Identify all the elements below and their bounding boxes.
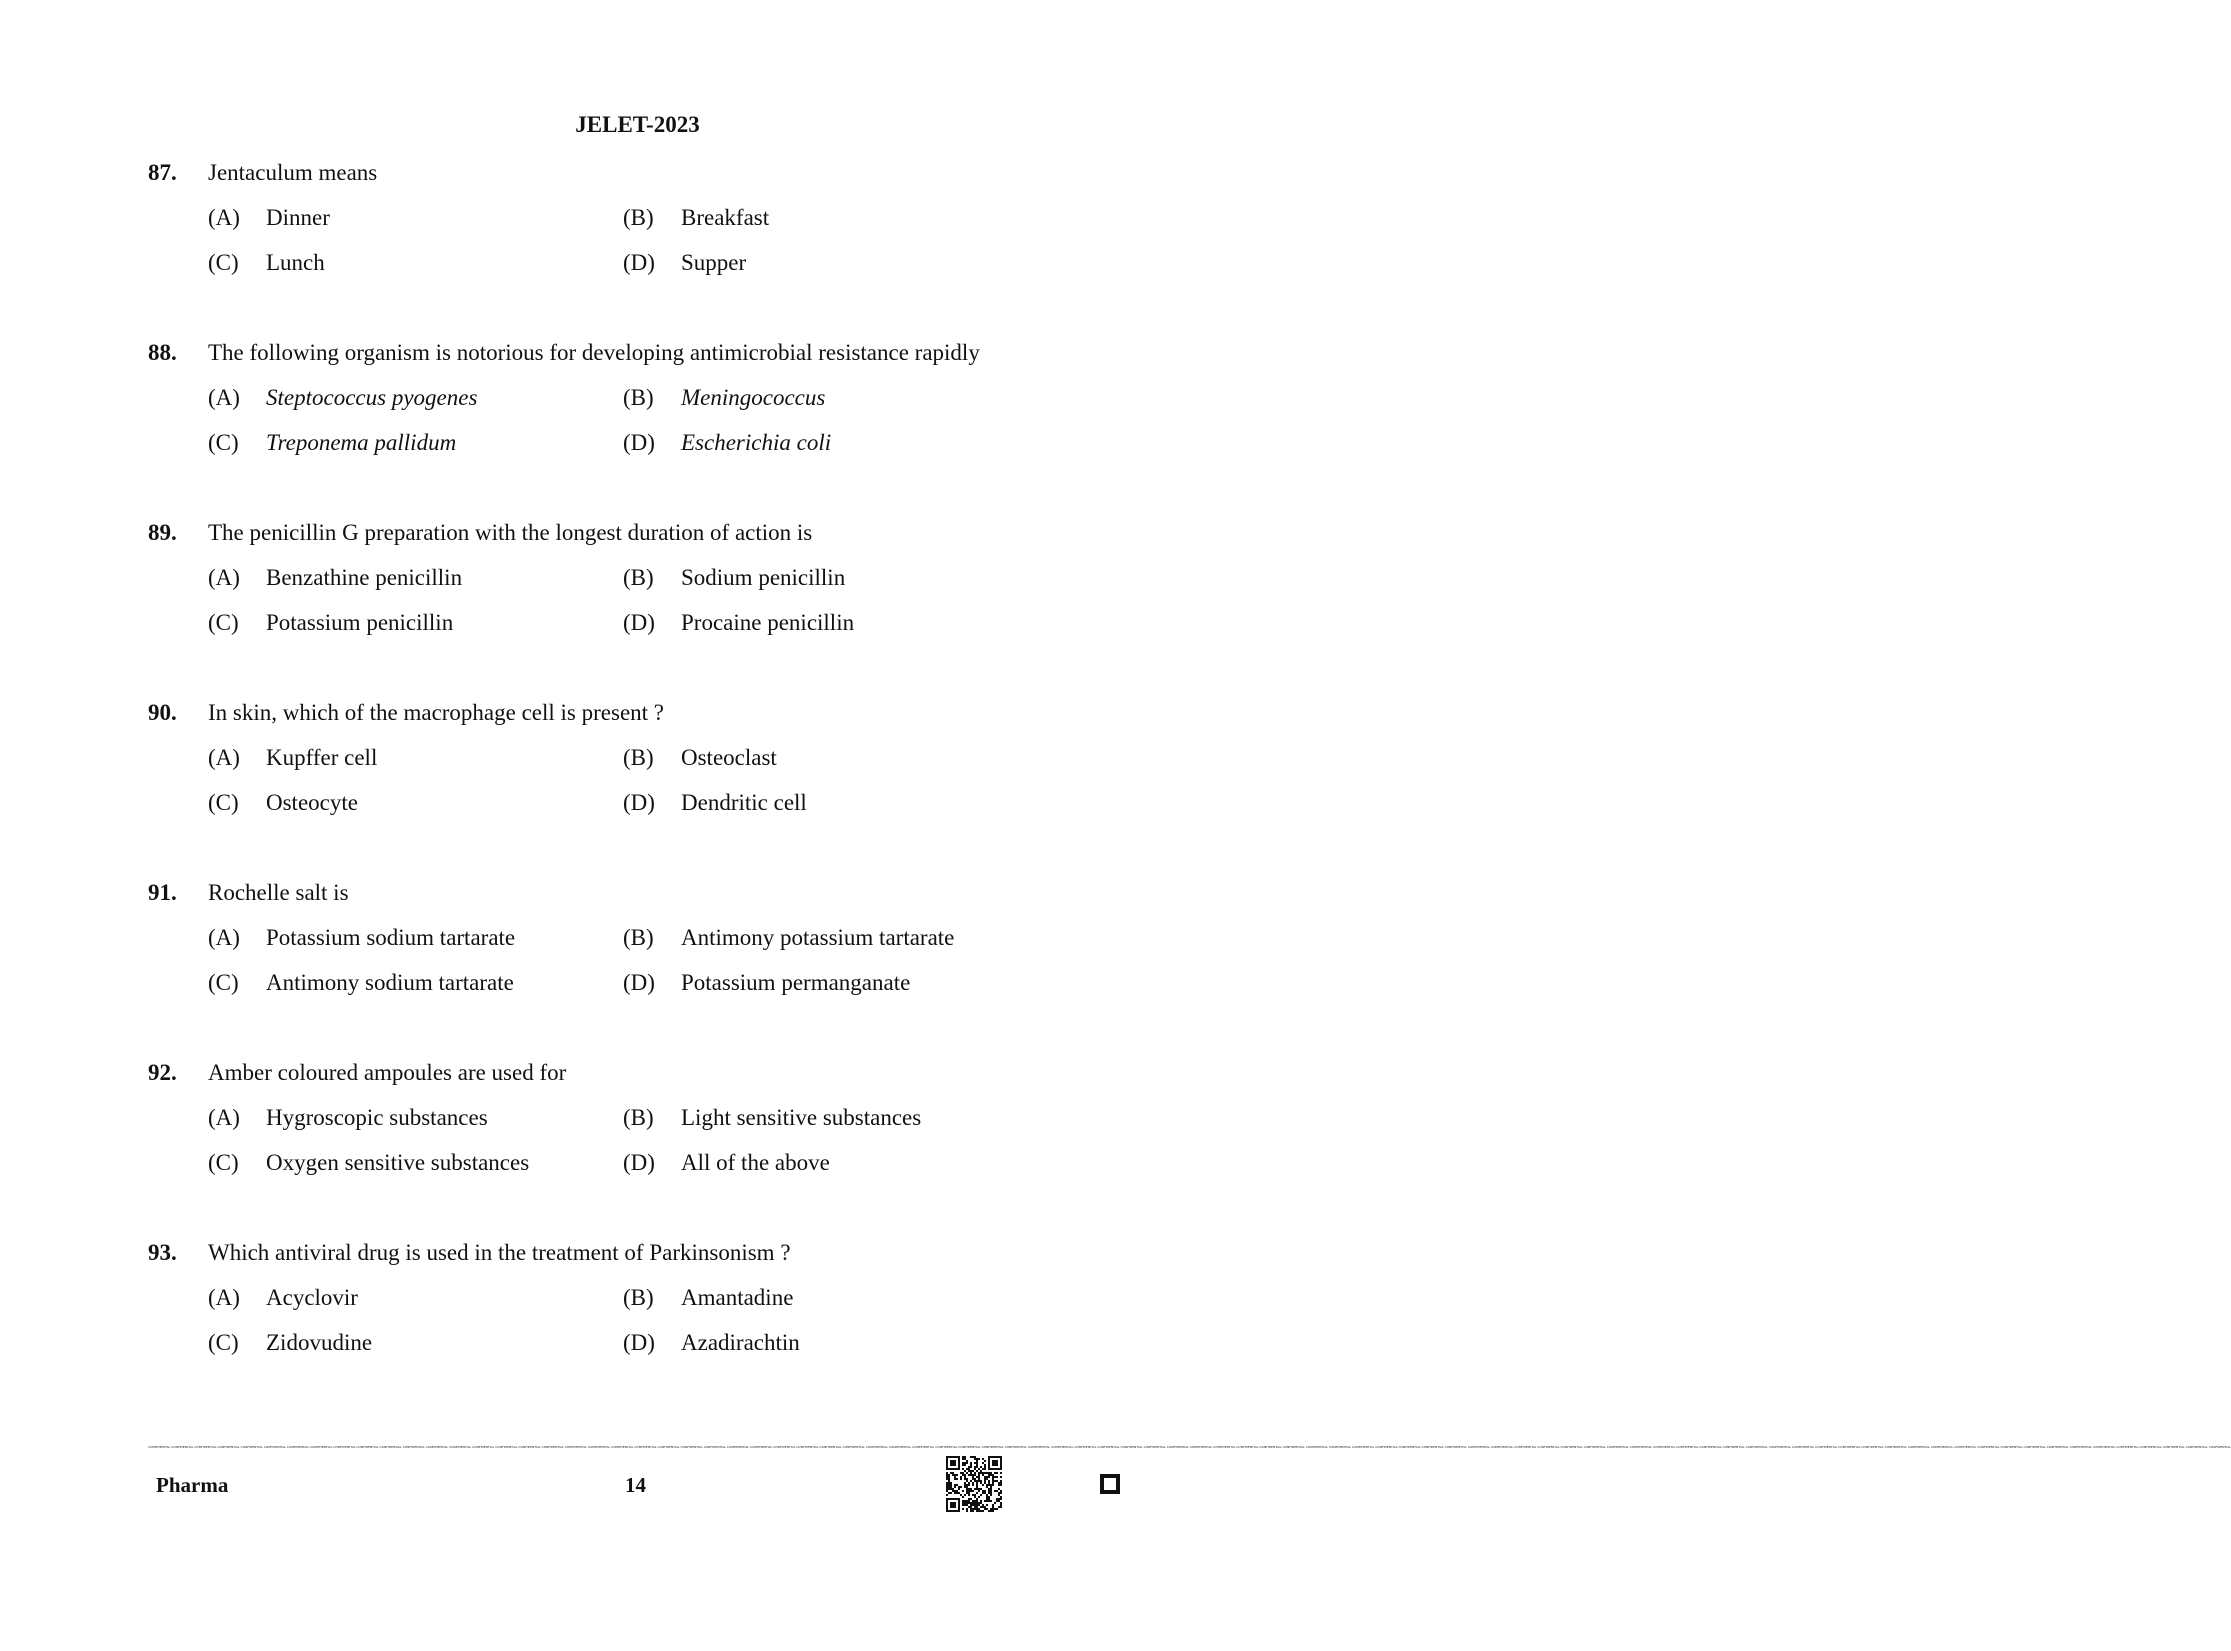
option-text: Sodium penicillin [681,565,846,590]
option-text: Dinner [266,205,330,230]
option-text: All of the above [681,1150,830,1175]
option-letter: (C) [208,610,239,635]
option-letter: (C) [208,790,239,815]
confidential-divider [148,1445,2231,1449]
option-text: Antimony sodium tartarate [266,970,514,995]
question-number: 87. [148,160,177,185]
page-title: JELET-2023 [575,112,700,137]
option-text: Escherichia coli [681,430,832,455]
corner-marker-icon [1100,1474,1120,1494]
option-letter: (B) [623,205,654,230]
option-text: Dendritic cell [681,790,807,815]
option-letter: (D) [623,430,655,455]
option-text: Hygroscopic substances [266,1105,488,1130]
option-text: Acyclovir [266,1285,358,1310]
option-text: Benzathine penicillin [266,565,463,590]
question-text: Which antiviral drug is used in the treatment of Parkinsonism ? [208,1240,791,1265]
option-text: Potassium sodium tartarate [266,925,516,950]
question-number: 90. [148,700,177,725]
option-text: Amantadine [681,1285,794,1310]
question-number: 92. [148,1060,177,1085]
option-text: Potassium penicillin [266,610,454,635]
option-letter: (A) [208,385,240,410]
option-letter: (C) [208,430,239,455]
option-letter: (C) [208,1150,239,1175]
option-letter: (D) [623,250,655,275]
footer-subject: Pharma [156,1473,229,1497]
option-text: Supper [681,250,747,275]
option-letter: (A) [208,745,240,770]
question-block [148,700,1148,840]
option-text: Light sensitive substances [681,1105,922,1130]
option-text: Kupffer cell [266,745,378,770]
option-letter: (D) [623,610,655,635]
option-text: Meningococcus [681,385,826,410]
option-letter: (B) [623,1285,654,1310]
question-block [148,340,1148,480]
question-block [148,1240,1148,1380]
option-text: Treponema pallidum [266,430,457,455]
question-text: Jentaculum means [208,160,378,185]
option-letter: (B) [623,745,654,770]
question-number: 89. [148,520,177,545]
question-block [148,1060,1148,1200]
question-block [148,880,1148,1020]
question-text: In skin, which of the macrophage cell is present ? [208,700,665,725]
option-text: Oxygen sensitive substances [266,1150,530,1175]
question-text: The penicillin G preparation with the longest duration of action is [208,520,813,545]
option-letter: (D) [623,970,655,995]
option-text: Breakfast [681,205,770,230]
option-letter: (D) [623,790,655,815]
option-letter: (C) [208,1330,239,1355]
question-block [148,160,1148,300]
option-letter: (A) [208,565,240,590]
page-number: 14 [625,1473,646,1497]
qr-code-icon [946,1456,1002,1512]
option-text: Procaine penicillin [681,610,855,635]
option-letter: (D) [623,1330,655,1355]
question-number: 93. [148,1240,177,1265]
option-letter: (B) [623,925,654,950]
option-letter: (B) [623,565,654,590]
option-text: Osteoclast [681,745,777,770]
option-letter: (A) [208,925,240,950]
option-letter: (A) [208,1285,240,1310]
question-text: Amber coloured ampoules are used for [208,1060,567,1085]
divider-pattern: CONFIDENTIAL CONFIDENTIAL CONFIDENTIAL CONFIDENTIAL CONFIDENTIAL CONFIDENTIAL CONFIDENTIAL CONFIDENTIAL CONFIDENTIAL CONFIDENTIAL CONFIDENTIAL CONFIDENTIAL CONFIDENTIAL CONFIDENTIAL CONFIDENTIAL CONFIDENTIAL CONFIDENTIAL CONFIDENTIAL CONFIDENTIAL CONFIDENTIAL CONFIDENTIAL CONFIDENTIAL CONFIDENTIAL CONFIDENTIAL CONFIDENTIAL CONFIDENTIAL CONFIDENTIAL CONFIDENTIAL CONFIDENTIAL CONFIDENTIAL CONFIDENTIAL CONFIDENTIAL CONFIDENTIAL CONFIDENTIAL CONFIDENTIAL CONFIDENTIAL CONFIDENTIAL CONFIDENTIAL CONFIDENTIAL CONFIDENTIAL CONFIDENTIAL CONFIDENTIAL CONFIDENTIAL CONFIDENTIAL CONFIDENTIAL CONFIDENTIAL CONFIDENTIAL CONFIDENTIAL CONFIDENTIAL CONFIDENTIAL CONFIDENTIAL CONFIDENTIAL CONFIDENTIAL CONFIDENTIAL CONFIDENTIAL CONFIDENTIAL CONFIDENTIAL CONFIDENTIAL CONFIDENTIAL CONFIDENTIAL CONFIDENTIAL CONFIDENTIAL CONFIDENTIAL CONFIDENTIAL CONFIDENTIAL CONFIDENTIAL CONFIDENTIAL CONFIDENTIAL CONFIDENTIAL CONFIDENTIAL CONFIDENTIAL CONFIDENTIAL CONFIDENTIAL CONFIDENTIAL CONFIDENTIAL CONFIDENTIAL CONFIDENTIAL CONFIDENTIAL CONFIDENTIAL CONFIDENTIAL CONFIDENTIAL CONFIDENTIAL CONFIDENTIAL CONFIDENTIAL CONFIDENTIAL CONFIDENTIAL CONFIDENTIAL CONFIDENTIAL CONFIDENTIAL CONFIDENTIAL [148,1445,2231,1449]
option-text: Lunch [266,250,325,275]
option-text: Osteocyte [266,790,358,815]
option-text: Azadirachtin [681,1330,800,1355]
option-letter: (C) [208,970,239,995]
question-text: Rochelle salt is [208,880,349,905]
option-letter: (B) [623,1105,654,1130]
option-text: Antimony potassium tartarate [681,925,955,950]
question-block [148,520,1148,660]
question-number: 88. [148,340,177,365]
option-text: Zidovudine [266,1330,373,1355]
option-letter: (A) [208,1105,240,1130]
option-text: Potassium permanganate [681,970,911,995]
option-text: Steptococcus pyogenes [266,385,478,410]
question-text: The following organism is notorious for developing antimicrobial resistance rapidly [208,340,980,365]
question-number: 91. [148,880,177,905]
option-letter: (B) [623,385,654,410]
option-letter: (D) [623,1150,655,1175]
option-letter: (A) [208,205,240,230]
option-letter: (C) [208,250,239,275]
